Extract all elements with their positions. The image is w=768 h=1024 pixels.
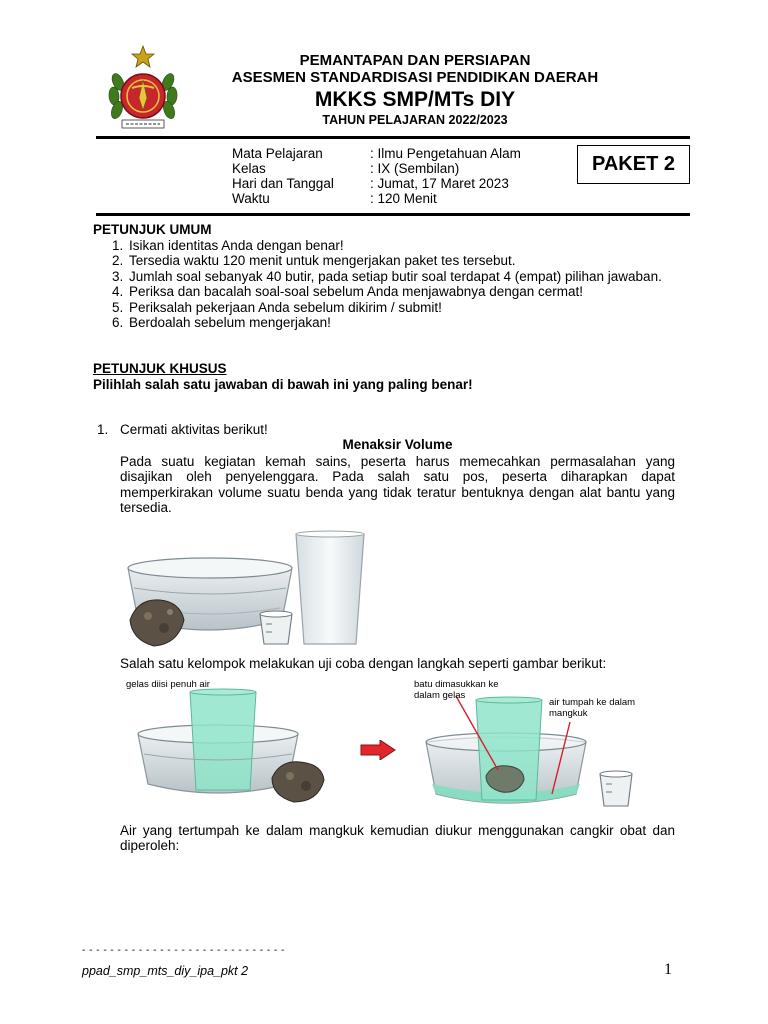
footer-filename: ppad_smp_mts_diy_ipa_pkt 2 [82, 964, 249, 978]
general-instructions-heading: PETUNJUK UMUM [93, 222, 212, 237]
question-step-text: Salah satu kelompok melakukan uji coba dengan langkah seperti gambar berikut: [120, 656, 607, 671]
question-number: 1. [97, 422, 109, 437]
list-item: 4. Periksa dan bacalah soal-soal sebelum Anda menjawabnya dengan cermat! [112, 284, 584, 300]
header-year: TAHUN PELAJARAN 2022/2023 [322, 113, 508, 127]
meta-value-class: : IX (Sembilan) [370, 161, 460, 176]
experiment-step-1-photo [120, 674, 352, 809]
meta-value-time: : 120 Menit [370, 191, 437, 206]
page-number: 1 [664, 961, 672, 978]
meta-label-class: Kelas [232, 161, 266, 176]
special-instructions-heading: PETUNJUK KHUSUS [93, 361, 227, 376]
meta-value-subject: : Ilmu Pengetahuan Alam [370, 146, 521, 161]
header-line-1: PEMANTAPAN DAN PERSIAPAN [299, 52, 531, 69]
paket-badge: PAKET 2 [577, 145, 690, 184]
meta-label-subject: Mata Pelajaran [232, 146, 323, 161]
label-glass-full: gelas diisi penuh air [126, 679, 210, 690]
header-title: MKKS SMP/MTs DIY [314, 88, 516, 111]
special-instructions-text: Pilihlah salah satu jawaban di bawah ini yang paling benar! [93, 377, 473, 392]
question-title: Menaksir Volume [342, 437, 453, 452]
arrow-right-icon [360, 740, 396, 760]
apparatus-photo [120, 528, 380, 653]
footer-dashes: - - - - - - - - - - - - - - - - - - - - - - - - - - - - - [82, 945, 285, 956]
exam-meta [232, 146, 521, 206]
meta-label-date: Hari dan Tanggal [232, 176, 334, 191]
question-closing: Air yang tertumpah ke dalam mangkuk kemudian diukur menggunakan cangkir obat dan diperoleh: [120, 823, 675, 854]
list-item: 5. Periksalah pekerjaan Anda sebelum dikirim / submit! [112, 299, 442, 315]
header-rule-bottom [96, 213, 690, 216]
meta-label-time: Waktu [232, 191, 270, 206]
general-instructions-list [112, 238, 674, 330]
list-item: 6. Berdoalah sebelum mengerjakan! [112, 315, 331, 331]
list-item: 1. Isikan identitas Anda dengan benar! [112, 238, 344, 253]
header-rule-top [96, 136, 690, 139]
list-item: 3. Jumlah soal sebanyak 40 butir, pada setiap butir soal terdapat 4 (empat) pilihan jawaban. [112, 268, 662, 284]
label-spill: air tumpah ke dalam mangkuk [549, 697, 636, 719]
meta-value-date: : Jumat, 17 Maret 2023 [370, 176, 509, 191]
question-intro: Cermati aktivitas berikut! [120, 422, 268, 437]
label-stone-in: batu dimasukkan ke dalam gelas [414, 679, 499, 701]
list-item: 2. Tersedia waktu 120 menit untuk mengerjakan paket tes tersebut. [112, 253, 516, 269]
question-paragraph: Pada suatu kegiatan kemah sains, peserta harus memecahkan permasalahan yang disajikan oleh penyelenggara. Pada salah satu pos, peserta diharapkan dapat memperkirakan volume suatu benda yang tidak teratur bentuknya dengan alat bantu yang tersedia. [120, 454, 675, 516]
header-line-2: ASESMEN STANDARDISASI PENDIDIKAN DAERAH [231, 69, 599, 86]
